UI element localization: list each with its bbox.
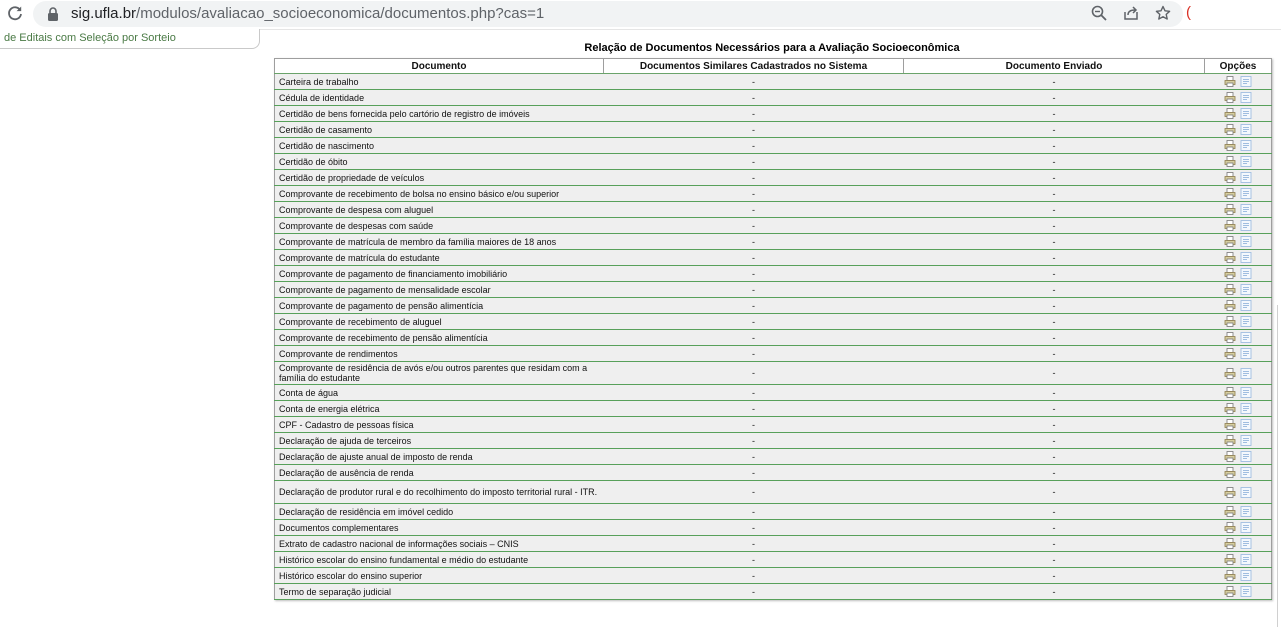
- row-options: [1205, 465, 1272, 481]
- document-name: Certidão de casamento: [275, 122, 604, 138]
- similar-documents: -: [604, 282, 904, 298]
- sent-document: -: [904, 520, 1205, 536]
- print-icon[interactable]: [1224, 435, 1236, 446]
- document-name: Cédula de identidade: [275, 90, 604, 106]
- header-document: Documento: [275, 59, 604, 74]
- document-name: Certidão de óbito: [275, 154, 604, 170]
- address-bar[interactable]: [33, 1, 1183, 27]
- document-name: Documentos complementares: [275, 520, 604, 536]
- document-name: Declaração de ajuda de terceiros: [275, 433, 604, 449]
- table-row: [275, 282, 1272, 298]
- print-icon[interactable]: [1224, 570, 1236, 581]
- row-options: [1205, 568, 1272, 584]
- document-view-icon[interactable]: [1240, 332, 1252, 343]
- table-row: [275, 218, 1272, 234]
- row-options: [1205, 234, 1272, 250]
- similar-documents: -: [604, 465, 904, 481]
- document-view-icon[interactable]: [1240, 300, 1252, 311]
- row-options: [1205, 520, 1272, 536]
- similar-documents: -: [604, 433, 904, 449]
- table-row: [275, 504, 1272, 520]
- table-row: [275, 90, 1272, 106]
- document-view-icon[interactable]: [1240, 172, 1252, 183]
- print-icon[interactable]: [1224, 387, 1236, 398]
- document-view-icon[interactable]: [1240, 316, 1252, 327]
- table-row: [275, 584, 1272, 600]
- page-title: Relação de Documentos Necessários para a Avaliação Socioeconômica: [584, 42, 960, 54]
- print-icon[interactable]: [1224, 451, 1236, 462]
- table-row: [275, 536, 1272, 552]
- row-options: [1205, 74, 1272, 90]
- print-icon[interactable]: [1224, 76, 1236, 87]
- print-icon[interactable]: [1224, 554, 1236, 565]
- document-name: CPF - Cadastro de pessoas física: [275, 417, 604, 433]
- similar-documents: -: [604, 90, 904, 106]
- table-row: [275, 552, 1272, 568]
- sent-document: -: [904, 362, 1205, 385]
- row-options: [1205, 170, 1272, 186]
- document-name: Histórico escolar do ensino fundamental e médio do estudante: [275, 552, 604, 568]
- similar-documents: -: [604, 122, 904, 138]
- sent-document: -: [904, 154, 1205, 170]
- document-view-icon[interactable]: [1240, 368, 1252, 379]
- sent-document: -: [904, 504, 1205, 520]
- sent-document: -: [904, 250, 1205, 266]
- row-options: [1205, 138, 1272, 154]
- row-options: [1205, 504, 1272, 520]
- sent-document: -: [904, 90, 1205, 106]
- document-view-icon[interactable]: [1240, 140, 1252, 151]
- similar-documents: -: [604, 186, 904, 202]
- row-options: [1205, 330, 1272, 346]
- table-row: [275, 346, 1272, 362]
- document-view-icon[interactable]: [1240, 220, 1252, 231]
- table-row: [275, 106, 1272, 122]
- document-view-icon[interactable]: [1240, 76, 1252, 87]
- table-row: [275, 417, 1272, 433]
- document-name: Declaração de residência em imóvel cedido: [275, 504, 604, 520]
- table-row: [275, 186, 1272, 202]
- document-name: Certidão de bens fornecida pelo cartório de registro de imóveis: [275, 106, 604, 122]
- document-view-icon[interactable]: [1240, 586, 1252, 597]
- row-options: [1205, 481, 1272, 504]
- document-name: Comprovante de matrícula do estudante: [275, 250, 604, 266]
- sent-document: -: [904, 122, 1205, 138]
- document-view-icon[interactable]: [1240, 268, 1252, 279]
- similar-documents: -: [604, 481, 904, 504]
- similar-documents: -: [604, 552, 904, 568]
- similar-documents: -: [604, 584, 904, 600]
- similar-documents: -: [604, 106, 904, 122]
- document-view-icon[interactable]: [1240, 570, 1252, 581]
- sent-document: -: [904, 330, 1205, 346]
- editais-sorteio-link[interactable]: de Editais com Seleção por Sorteio: [4, 32, 176, 44]
- document-view-icon[interactable]: [1240, 284, 1252, 295]
- document-view-icon[interactable]: [1240, 124, 1252, 135]
- url-path: /modulos/avaliacao_socioeconomica/documentos.php?cas=1: [136, 5, 545, 22]
- table-row: [275, 330, 1272, 346]
- print-icon[interactable]: [1224, 506, 1236, 517]
- table-row: [275, 465, 1272, 481]
- similar-documents: -: [604, 218, 904, 234]
- print-icon[interactable]: [1224, 92, 1236, 103]
- share-icon[interactable]: [1123, 5, 1141, 23]
- document-view-icon[interactable]: [1240, 522, 1252, 533]
- document-view-icon[interactable]: [1240, 435, 1252, 446]
- document-view-icon[interactable]: [1240, 467, 1252, 478]
- table-row: [275, 234, 1272, 250]
- print-icon[interactable]: [1224, 348, 1236, 359]
- similar-documents: -: [604, 202, 904, 218]
- sent-document: -: [904, 298, 1205, 314]
- document-name: Certidão de nascimento: [275, 138, 604, 154]
- similar-documents: -: [604, 138, 904, 154]
- sent-document: -: [904, 401, 1205, 417]
- row-options: [1205, 90, 1272, 106]
- document-name: Certidão de propriedade de veículos: [275, 170, 604, 186]
- sent-document: -: [904, 186, 1205, 202]
- page-scrollbar[interactable]: [1277, 305, 1278, 627]
- row-options: [1205, 298, 1272, 314]
- document-name: Comprovante de recebimento de pensão alimentícia: [275, 330, 604, 346]
- header-options: Opções: [1205, 59, 1272, 74]
- similar-documents: -: [604, 417, 904, 433]
- similar-documents: -: [604, 385, 904, 401]
- sent-document: -: [904, 584, 1205, 600]
- row-options: [1205, 552, 1272, 568]
- similar-documents: -: [604, 504, 904, 520]
- print-icon[interactable]: [1224, 316, 1236, 327]
- print-icon[interactable]: [1224, 300, 1236, 311]
- document-view-icon[interactable]: [1240, 487, 1252, 498]
- table-row: [275, 250, 1272, 266]
- sent-document: -: [904, 106, 1205, 122]
- row-options: [1205, 584, 1272, 600]
- row-options: [1205, 250, 1272, 266]
- sent-document: -: [904, 417, 1205, 433]
- similar-documents: -: [604, 298, 904, 314]
- document-view-icon[interactable]: [1240, 236, 1252, 247]
- print-icon[interactable]: [1224, 487, 1236, 498]
- table-row: [275, 138, 1272, 154]
- document-view-icon[interactable]: [1240, 252, 1252, 263]
- print-icon[interactable]: [1224, 124, 1236, 135]
- document-name: Declaração de ajuste anual de imposto de renda: [275, 449, 604, 465]
- document-name: Comprovante de residência de avós e/ou outros parentes que residam com a família do estudante: [275, 362, 604, 385]
- sent-document: -: [904, 218, 1205, 234]
- similar-documents: -: [604, 314, 904, 330]
- row-options: [1205, 202, 1272, 218]
- reload-icon[interactable]: [6, 5, 24, 23]
- row-options: [1205, 154, 1272, 170]
- sent-document: -: [904, 282, 1205, 298]
- print-icon[interactable]: [1224, 284, 1236, 295]
- table-row: [275, 170, 1272, 186]
- document-view-icon[interactable]: [1240, 156, 1252, 167]
- row-options: [1205, 401, 1272, 417]
- table-row: [275, 362, 1272, 385]
- table-row: [275, 520, 1272, 536]
- document-view-icon[interactable]: [1240, 419, 1252, 430]
- document-name: Comprovante de pagamento de mensalidade escolar: [275, 282, 604, 298]
- document-name: Comprovante de matrícula de membro da família maiores de 18 anos: [275, 234, 604, 250]
- sent-document: -: [904, 536, 1205, 552]
- print-icon[interactable]: [1224, 140, 1236, 151]
- url-domain: sig.ufla.br: [71, 5, 137, 22]
- sent-document: -: [904, 552, 1205, 568]
- row-options: [1205, 106, 1272, 122]
- document-view-icon[interactable]: [1240, 188, 1252, 199]
- table-row: [275, 568, 1272, 584]
- zoom-icon[interactable]: [1091, 5, 1109, 23]
- print-icon[interactable]: [1224, 236, 1236, 247]
- document-name: Conta de energia elétrica: [275, 401, 604, 417]
- sent-document: -: [904, 138, 1205, 154]
- row-options: [1205, 218, 1272, 234]
- similar-documents: -: [604, 234, 904, 250]
- table-row: [275, 202, 1272, 218]
- header-sent: Documento Enviado: [904, 59, 1205, 74]
- sent-document: -: [904, 314, 1205, 330]
- header-similar: Documentos Similares Cadastrados no Sistema: [604, 59, 904, 74]
- print-icon[interactable]: [1224, 172, 1236, 183]
- row-options: [1205, 314, 1272, 330]
- document-name: Comprovante de despesa com aluguel: [275, 202, 604, 218]
- lock-icon: [47, 7, 59, 21]
- sent-document: -: [904, 568, 1205, 584]
- row-options: [1205, 122, 1272, 138]
- sent-document: -: [904, 170, 1205, 186]
- print-icon[interactable]: [1224, 538, 1236, 549]
- similar-documents: -: [604, 401, 904, 417]
- sent-document: -: [904, 385, 1205, 401]
- sent-document: -: [904, 74, 1205, 90]
- similar-documents: -: [604, 568, 904, 584]
- document-name: Comprovante de pagamento de financiamento imobiliário: [275, 266, 604, 282]
- document-view-icon[interactable]: [1240, 506, 1252, 517]
- print-icon[interactable]: [1224, 156, 1236, 167]
- print-icon[interactable]: [1224, 419, 1236, 430]
- row-options: [1205, 433, 1272, 449]
- browser-toolbar: [0, 0, 1281, 30]
- document-view-icon[interactable]: [1240, 387, 1252, 398]
- sent-document: -: [904, 449, 1205, 465]
- document-name: Comprovante de recebimento de aluguel: [275, 314, 604, 330]
- print-icon[interactable]: [1224, 268, 1236, 279]
- sent-document: -: [904, 266, 1205, 282]
- table-row: [275, 122, 1272, 138]
- document-name: Comprovante de rendimentos: [275, 346, 604, 362]
- document-view-icon[interactable]: [1240, 204, 1252, 215]
- similar-documents: -: [604, 250, 904, 266]
- document-view-icon[interactable]: [1240, 348, 1252, 359]
- document-view-icon[interactable]: [1240, 403, 1252, 414]
- document-name: Termo de separação judicial: [275, 584, 604, 600]
- table-row: [275, 449, 1272, 465]
- document-view-icon[interactable]: [1240, 92, 1252, 103]
- similar-documents: -: [604, 74, 904, 90]
- similar-documents: -: [604, 170, 904, 186]
- extension-icon[interactable]: (: [1186, 4, 1191, 21]
- row-options: [1205, 449, 1272, 465]
- table-row: [275, 74, 1272, 90]
- row-options: [1205, 362, 1272, 385]
- document-name: Comprovante de pagamento de pensão alimentícia: [275, 298, 604, 314]
- print-icon[interactable]: [1224, 108, 1236, 119]
- row-options: [1205, 186, 1272, 202]
- document-name: Comprovante de recebimento de bolsa no ensino básico e/ou superior: [275, 186, 604, 202]
- document-name: Declaração de ausência de renda: [275, 465, 604, 481]
- similar-documents: -: [604, 346, 904, 362]
- documents-table: [274, 58, 1272, 600]
- row-options: [1205, 385, 1272, 401]
- print-icon[interactable]: [1224, 252, 1236, 263]
- url-text[interactable]: [71, 5, 544, 22]
- bookmark-star-icon[interactable]: [1155, 5, 1173, 23]
- row-options: [1205, 282, 1272, 298]
- sent-document: -: [904, 346, 1205, 362]
- row-options: [1205, 266, 1272, 282]
- document-name: Conta de água: [275, 385, 604, 401]
- table-row: [275, 154, 1272, 170]
- row-options: [1205, 346, 1272, 362]
- table-row: [275, 298, 1272, 314]
- document-name: Declaração de produtor rural e do recolhimento do imposto territorial rural - ITR.: [275, 481, 604, 504]
- print-icon[interactable]: [1224, 368, 1236, 379]
- table-row: [275, 401, 1272, 417]
- sent-document: -: [904, 202, 1205, 218]
- document-view-icon[interactable]: [1240, 538, 1252, 549]
- document-name: Histórico escolar do ensino superior: [275, 568, 604, 584]
- similar-documents: -: [604, 449, 904, 465]
- print-icon[interactable]: [1224, 188, 1236, 199]
- print-icon[interactable]: [1224, 220, 1236, 231]
- similar-documents: -: [604, 362, 904, 385]
- row-options: [1205, 536, 1272, 552]
- table-row: [275, 385, 1272, 401]
- sent-document: -: [904, 481, 1205, 504]
- print-icon[interactable]: [1224, 467, 1236, 478]
- document-view-icon[interactable]: [1240, 108, 1252, 119]
- table-row: [275, 314, 1272, 330]
- document-view-icon[interactable]: [1240, 554, 1252, 565]
- document-name: Comprovante de despesas com saúde: [275, 218, 604, 234]
- table-header-row: [275, 59, 1272, 74]
- similar-documents: -: [604, 154, 904, 170]
- print-icon[interactable]: [1224, 332, 1236, 343]
- table-row: [275, 433, 1272, 449]
- print-icon[interactable]: [1224, 204, 1236, 215]
- similar-documents: -: [604, 536, 904, 552]
- document-name: Carteira de trabalho: [275, 74, 604, 90]
- print-icon[interactable]: [1224, 522, 1236, 533]
- similar-documents: -: [604, 266, 904, 282]
- similar-documents: -: [604, 330, 904, 346]
- document-view-icon[interactable]: [1240, 451, 1252, 462]
- print-icon[interactable]: [1224, 403, 1236, 414]
- table-row: [275, 266, 1272, 282]
- print-icon[interactable]: [1224, 586, 1236, 597]
- sent-document: -: [904, 234, 1205, 250]
- table-row: [275, 481, 1272, 504]
- row-options: [1205, 417, 1272, 433]
- document-name: Extrato de cadastro nacional de informações sociais – CNIS: [275, 536, 604, 552]
- sent-document: -: [904, 465, 1205, 481]
- similar-documents: -: [604, 520, 904, 536]
- sent-document: -: [904, 433, 1205, 449]
